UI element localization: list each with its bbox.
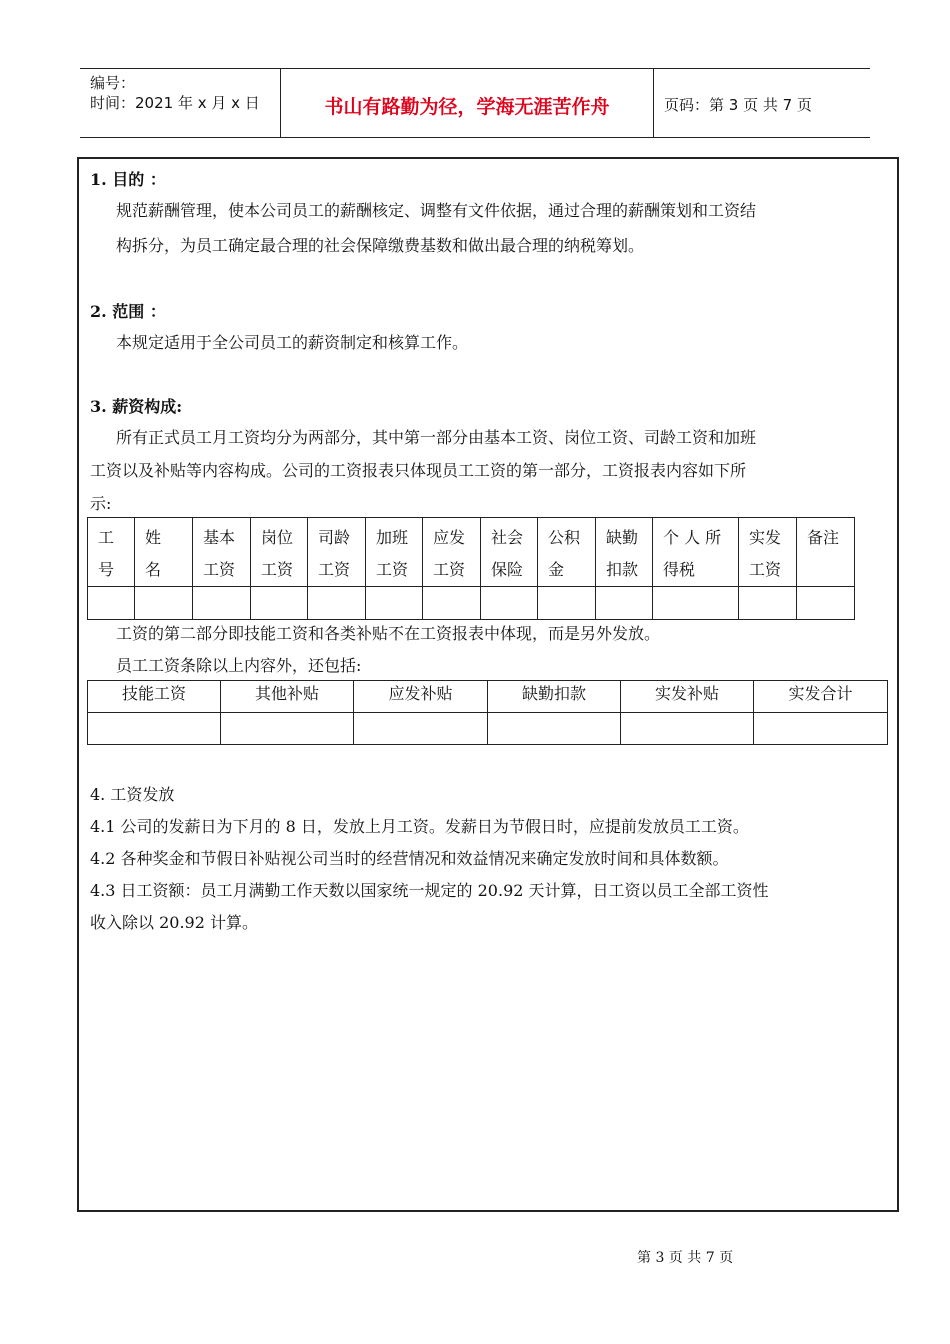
- column-header: 司龄 工资: [308, 518, 366, 587]
- column-header: 实发补贴: [621, 681, 754, 713]
- table-cell: [366, 587, 423, 620]
- section-1-title: 1. 目的 ：: [90, 170, 166, 189]
- header-motto-cell: [281, 69, 654, 137]
- salary-table-empty-row: [88, 587, 855, 620]
- table-cell: [754, 713, 888, 745]
- section-3-title: 3. 薪资构成:: [90, 397, 183, 416]
- table-cell: [193, 587, 251, 620]
- column-header: 应发补贴: [354, 681, 488, 713]
- section-1-text-line2: 构拆分，为员工确定最合理的社会保障缴费基数和做出最合理的纳税筹划。: [116, 236, 645, 255]
- table-cell: [481, 587, 538, 620]
- table-cell: [88, 713, 221, 745]
- payslip-table-header-row: [88, 681, 888, 713]
- section-4-item-2: 4.2 各种奖金和节假日补贴视公司当时的经营情况和效益情况来确定发放时间和具体数额。: [90, 849, 729, 868]
- column-header: 实发 工资: [739, 518, 797, 587]
- section-4-item-3-line2: 收入除以 20.92 计算。: [90, 913, 258, 932]
- header-info-cell: [80, 69, 281, 137]
- column-header: 技能工资: [88, 681, 221, 713]
- table-cell: [221, 713, 354, 745]
- table-cell: [423, 587, 481, 620]
- column-header: 基本 工资: [193, 518, 251, 587]
- salary-table-header-row: [88, 518, 855, 587]
- column-header: 缺勤扣款: [488, 681, 621, 713]
- section-3-text-line1: 所有正式员工月工资均分为两部分，其中第一部分由基本工资、岗位工资、司龄工资和加班: [116, 428, 757, 447]
- section-2-text: 本规定适用于全公司员工的薪资制定和核算工作。: [116, 333, 469, 352]
- page-header: [80, 68, 870, 138]
- column-header: 工 号: [88, 518, 135, 587]
- table-cell: [251, 587, 308, 620]
- column-header: 其他补贴: [221, 681, 354, 713]
- table-cell: [739, 587, 797, 620]
- page-footer: 第 3 页 共 7 页: [637, 1250, 734, 1266]
- column-header: 公积 金: [538, 518, 596, 587]
- header-motto: 书山有路勤为径，学海无涯苦作舟: [324, 96, 610, 118]
- column-header: 缺勤 扣款: [596, 518, 653, 587]
- header-page-number: 页码：第 3 页 共 7 页: [664, 96, 812, 114]
- section-3-after-text-2: 员工工资条除以上内容外，还包括:: [116, 656, 362, 675]
- column-header: 备注: [797, 518, 855, 587]
- table-cell: [308, 587, 366, 620]
- table-cell: [488, 713, 621, 745]
- column-header: 姓 名: [135, 518, 193, 587]
- section-1-text-line1: 规范薪酬管理，使本公司员工的薪酬核定、调整有文件依据，通过合理的薪酬策划和工资结: [116, 201, 757, 220]
- document-number-label: 编号：: [90, 74, 136, 92]
- table-cell: [354, 713, 488, 745]
- header-page-cell: [654, 69, 870, 137]
- document-date-label: 时间：2021 年 x 月 x 日: [90, 94, 260, 112]
- table-cell: [653, 587, 739, 620]
- column-header: 个 人 所 得税: [653, 518, 739, 587]
- column-header: 实发合计: [754, 681, 888, 713]
- section-3-text-line3: 示:: [90, 494, 112, 513]
- table-cell: [88, 587, 135, 620]
- table-cell: [596, 587, 653, 620]
- column-header: 加班 工资: [366, 518, 423, 587]
- section-4-item-1: 4.1 公司的发薪日为下月的 8 日，发放上月工资。发薪日为节假日时，应提前发放员工工资。: [90, 817, 749, 836]
- salary-report-table: [87, 517, 855, 620]
- column-header: 应发 工资: [423, 518, 481, 587]
- payslip-table-empty-row: [88, 713, 888, 745]
- section-2-title: 2. 范围 ：: [90, 302, 166, 321]
- table-cell: [135, 587, 193, 620]
- table-cell: [797, 587, 855, 620]
- section-3-text-line2: 工资以及补贴等内容构成。公司的工资报表只体现员工工资的第一部分，工资报表内容如下所: [90, 461, 747, 480]
- section-3-after-text-1: 工资的第二部分即技能工资和各类补贴不在工资报表中体现，而是另外发放。: [116, 624, 661, 643]
- payslip-extras-table: [87, 680, 888, 745]
- section-4-item-3-line1: 4.3 日工资额：员工月满勤工作天数以国家统一规定的 20.92 天计算，日工资以员工全部工资性: [90, 881, 769, 900]
- table-cell: [621, 713, 754, 745]
- column-header: 社会 保险: [481, 518, 538, 587]
- column-header: 岗位 工资: [251, 518, 308, 587]
- table-cell: [538, 587, 596, 620]
- section-4-title: 4. 工资发放: [90, 785, 175, 804]
